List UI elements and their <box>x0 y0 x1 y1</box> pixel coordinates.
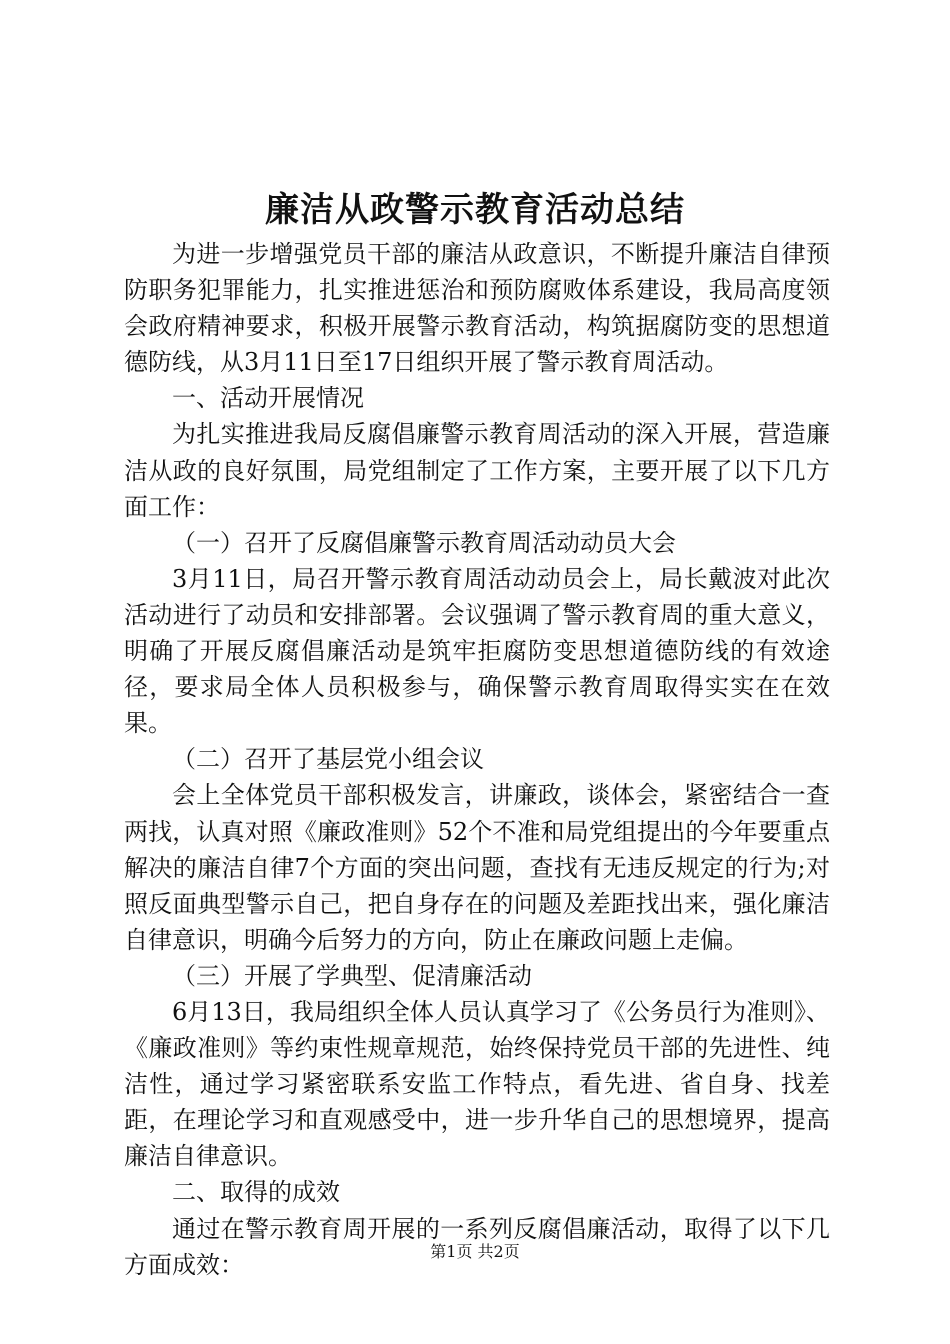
mobilization-meeting-paragraph: 3月11日，局召开警示教育周活动动员会上，局长戴波对此次活动进行了动员和安排部署。会议强调了警示教育周的重大意义，明确了开展反腐倡廉活动是筑牢拒腐防变思想道德防线的有效途径，要求局全体人员积极参与，确保警示教育周取得实实在在效果。 <box>124 564 830 738</box>
learning-activity-paragraph: 6月13日，我局组织全体人员认真学习了《公务员行为准则》、《廉政准则》等约束性规章规范，始终保持党员干部的先进性、纯洁性，通过学习紧密联系安监工作特点，看先进、省自身、找差距，在理论学习和直观感受中，进一步升华自己的思想境界，提高廉洁自律意识。 <box>124 997 830 1171</box>
document-title: 廉洁从政警示教育活动总结 <box>265 190 685 230</box>
results-intro-paragraph: 通过在警示教育周开展的一系列反腐倡廉活动，取得了以下几方面成效： <box>124 1214 830 1279</box>
page-footer: 第1页 共2页 <box>430 1242 520 1261</box>
intro-paragraph: 为进一步增强党员干部的廉洁从政意识，不断提升廉洁自律预防职务犯罪能力，扎实推进惩治和预防腐败体系建设，我局高度领会政府精神要求，积极开展警示教育活动，构筑据腐防变的思想道德防线，从3月11日至17日组织开展了警示教育周活动。 <box>124 240 830 377</box>
subheading-party-group-meeting: （二）召开了基层党小组会议 <box>172 745 484 774</box>
section-heading-results: 二、取得的成效 <box>172 1178 340 1207</box>
subheading-learning-activity: （三）开展了学典型、促清廉活动 <box>172 961 532 990</box>
party-group-meeting-paragraph: 会上全体党员干部积极发言，讲廉政，谈体会，紧密结合一查两找，认真对照《廉政准则》52个不准和局党组提出的今年要重点解决的廉洁自律7个方面的突出问题，查找有无违反规定的行为;对照反面典型警示自己，把自身存在的问题及差距找出来，强化廉洁自律意识，明确今后努力的方向，防止在廉政问题上走偏。 <box>124 781 830 954</box>
document-body <box>124 236 830 1283</box>
subheading-mobilization-meeting: （一）召开了反腐倡廉警示教育周活动动员大会 <box>172 528 676 557</box>
section-heading-activities: 一、活动开展情况 <box>172 384 364 413</box>
activities-intro-paragraph: 为扎实推进我局反腐倡廉警示教育周活动的深入开展，营造廉洁从政的良好氛围，局党组制定了工作方案，主要开展了以下几方面工作： <box>124 420 830 521</box>
